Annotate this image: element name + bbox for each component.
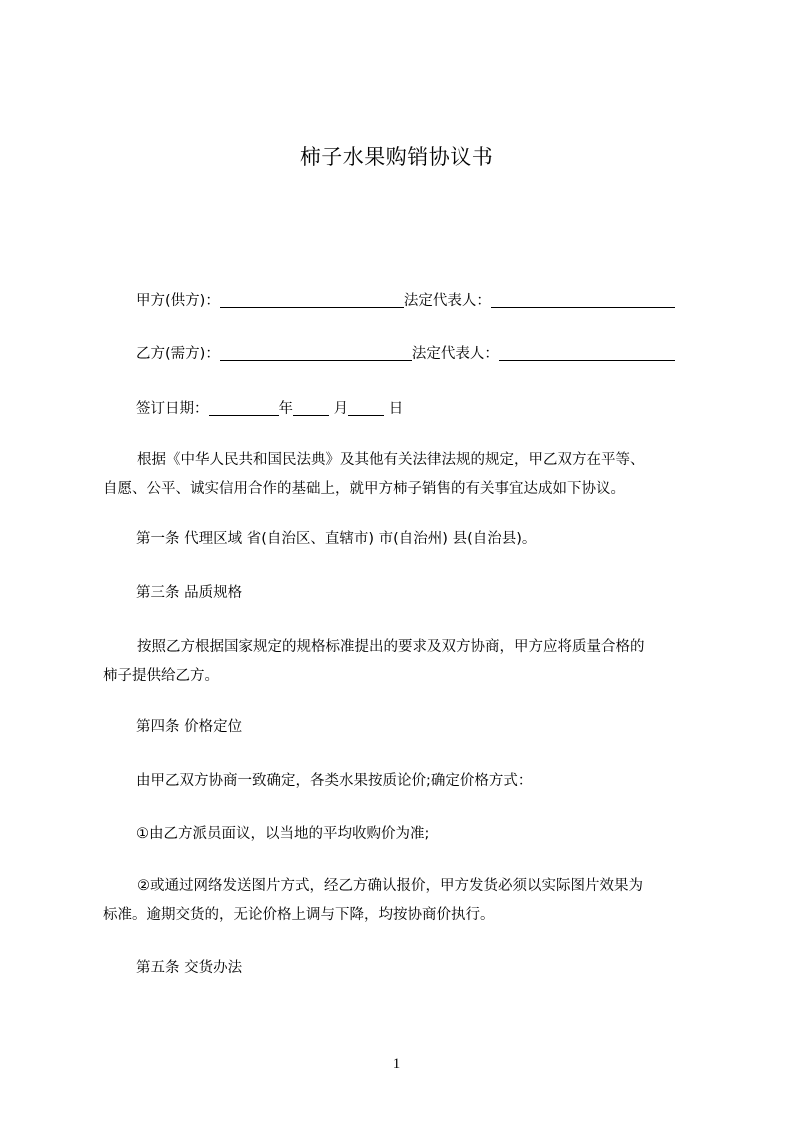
- document-title: 柿子水果购销协议书: [299, 145, 494, 169]
- article-5-title: 第五条 交货办法: [136, 960, 243, 976]
- party-b-rep-blank: [499, 344, 675, 361]
- sign-date-line: [136, 395, 706, 423]
- article-3-line-1: 按照乙方根据国家规定的规格标准提出的要求及双方协商，甲方应将质量合格的: [137, 639, 645, 655]
- party-a-line: [136, 287, 706, 315]
- sign-year-label: 年: [278, 401, 293, 417]
- article-4-item-2: [103, 872, 703, 930]
- party-b-label: 乙方(需方)：: [136, 346, 220, 362]
- article-3-body: [103, 633, 703, 691]
- intro-paragraph: [103, 446, 703, 504]
- article-4-title: 第四条 价格定位: [136, 719, 243, 735]
- article-3-line-2: 柿子提供给乙方。: [103, 668, 219, 684]
- intro-line-2: 自愿、公平、诚实信用合作的基础上，就甲方柿子销售的有关事宜达成如下协议。: [103, 481, 625, 497]
- page-number: 1: [392, 1056, 401, 1072]
- sign-month-label: 月: [333, 401, 349, 417]
- article-4-item-1: ①由乙方派员面议，以当地的平均收购价为准;: [136, 826, 430, 842]
- article-3-title: 第三条 品质规格: [136, 585, 243, 601]
- article-4-body: 由甲乙双方协商一致确定，各类水果按质论价;确定价格方式：: [136, 773, 533, 789]
- intro-line-1: 根据《中华人民共和国民法典》及其他有关法律法规的规定，甲乙双方在平等、: [137, 452, 645, 468]
- sign-year-blank: [209, 399, 279, 416]
- sign-date-label: 签订日期：: [136, 401, 209, 417]
- party-b-line: [136, 340, 706, 368]
- party-b-rep-label: 法定代表人：: [411, 346, 499, 362]
- sign-month-blank: [293, 399, 329, 416]
- party-a-rep-blank: [491, 291, 675, 308]
- sign-day-blank: [348, 399, 384, 416]
- party-a-name-blank: [220, 291, 404, 308]
- article-4-item-2-line-1: ②或通过网络发送图片方式，经乙方确认报价，甲方发货必须以实际图片效果为: [137, 878, 643, 894]
- article-1: 第一条 代理区域 省(自治区、直辖市) 市(自治州) 县(自治县)。: [136, 531, 537, 547]
- party-a-label: 甲方(供方)：: [136, 293, 220, 309]
- party-b-name-blank: [220, 344, 412, 361]
- party-a-rep-label: 法定代表人：: [403, 293, 491, 309]
- sign-day-label: 日: [388, 401, 404, 417]
- article-4-item-2-line-2: 标准。逾期交货的，无论价格上调与下降，均按协商价执行。: [103, 907, 495, 923]
